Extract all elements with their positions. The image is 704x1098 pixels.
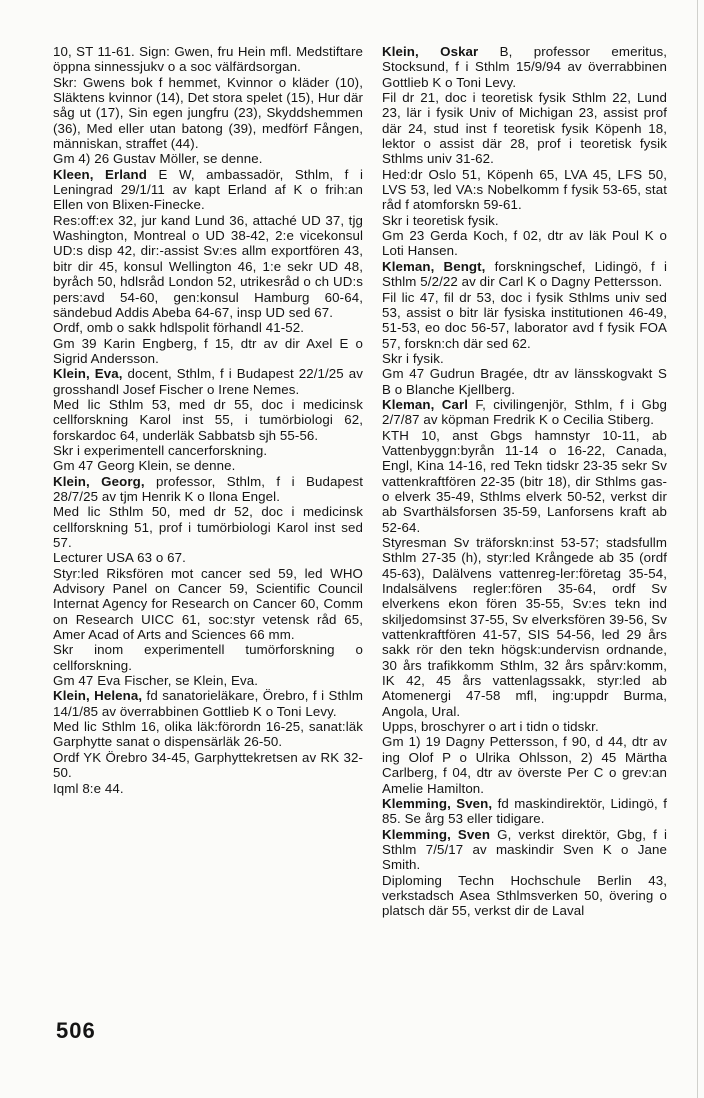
entry-text: Gm 47 Georg Klein, se denne. (53, 458, 236, 474)
entry-text: KTH 10, anst Gbgs hamnstyr 10-11, ab Vattenbyggn:byrån 11-14 o 16-22, Canada, Engl, Kina 14-16, red Tekn tidskr 23-35 sekr Sv vattenkraftfören 22-35 (bitr 18), dir Sthlms gas- o elverk 35-49, Sthlms elverk 50-52, verkst dir ab Svarthälsforsen 35-59, Lanforsens kraft ab 52-64. (382, 427, 667, 535)
entry-heading-paragraph (53, 366, 363, 397)
entry-paragraph (53, 673, 363, 688)
entry-text: Skr i teoretisk fysik. (382, 212, 499, 228)
entry-text: 10, ST 11-61. Sign: Gwen, fru Hein mfl. Medstiftare öppna sinnessjukv o a soc välfärdsorgan. (53, 44, 363, 75)
entry-paragraph (382, 228, 667, 259)
entry-text: G, verkst direktör, Gbg, f i Sthlm 7/5/17 av maskindir Sven K o Jane Smith. (382, 826, 668, 873)
entry-text: Skr i experimentell cancerforskning. (53, 442, 268, 458)
entry-paragraph (382, 366, 667, 397)
entry-paragraph (53, 719, 363, 750)
entry-text: Gm 1) 19 Dagny Pettersson, f 90, d 44, dtr av ing Olof P o Ulrika Ohlsson, 2) 45 Märtha Carlberg, f 04, dtr av överste Per C o grev:an Amelie Hamilton. (382, 734, 667, 796)
entry-text: Skr: Gwens bok f hemmet, Kvinnor o kläder (10), Släktens kvinnor (14), Det stora spelet (15), Hur där såg ut (17), Sin egen jungfru (23), Skyddshemmen (36), Med eller utan batong (39), medförf Fången, människan, straffet (44). (53, 74, 363, 152)
entry-text: F, civilingenjör, Sthlm, f i Gbg 2/7/87 av köpman Fredrik K o Cecilia Stiberg. (382, 396, 667, 428)
entry-text: Gm 47 Gudrun Bragée, dtr av länsskogvakt S B o Blanche Kjellberg. (382, 366, 667, 397)
entry-paragraph (53, 750, 363, 781)
entry-text: B, professor emeritus, Stocksund, f i Sthlm 15/9/94 av överrabbinen Gottlieb K o Toni Levy. (382, 44, 667, 90)
entry-name: Kleman, Bengt, (382, 258, 486, 274)
entry-text: docent, Sthlm, f i Budapest 22/1/25 av grosshandl Josef Fischer o Irene Nemes. (53, 366, 364, 397)
entry-text: Iqml 8:e 44. (53, 780, 124, 796)
entry-paragraph (53, 336, 363, 367)
entry-heading-paragraph (382, 44, 667, 90)
entry-text: Med lic Sthlm 50, med dr 52, doc i medicinsk cellforskning 51, prof i tumörbiologi Karol inst sed 57. (53, 504, 363, 550)
entry-paragraph (382, 90, 667, 167)
entry-paragraph (53, 44, 363, 75)
entry-paragraph (53, 458, 363, 473)
entry-text: Ordf, omb o sakk hdlspolit förhandl 41-52. (53, 320, 305, 336)
entry-paragraph (382, 167, 667, 213)
entry-name: Kleman, Carl (382, 396, 469, 412)
entry-text: Gm 4) 26 Gustav Möller, se denne. (53, 151, 263, 167)
entry-paragraph (382, 428, 667, 535)
entry-paragraph (53, 151, 363, 166)
entry-paragraph (382, 213, 667, 228)
entry-text: fd maskindirektör, Lidingö, f 85. Se årg 53 eller tidigare. (382, 795, 667, 827)
entry-paragraph (382, 719, 667, 734)
entry-text: forskningschef, Lidingö, f i Sthlm 5/2/22 av dir Carl K o Dagny Pettersson. (382, 258, 667, 290)
entry-paragraph (53, 213, 363, 320)
entry-paragraph (382, 351, 667, 366)
entry-paragraph (382, 290, 667, 351)
entry-text: Res:off:ex 32, jur kand Lund 36, attaché UD 37, tjg Washington, Montreal o UD 38-42, 2:e vicekonsul UD:s disp 42, dir:-assist Sv:es allm exportfören 43, bitr dir 45, konsul Wellington 46, 1:e sekr UD 48, byråch 50, hdlsråd London 52, utrikesråd o ch UD:s pers:avd 54-60, gen:konsul Hamburg 60-64, sändebud Addis Abeba 64-67, insp UD sed 67. (53, 212, 363, 320)
entry-text: Gm 23 Gerda Koch, f 02, dtr av läk Poul K o Loti Hansen. (382, 228, 667, 259)
entry-text: Styr:led Riksfören mot cancer sed 59, led WHO Advisory Panel on Cancer 59, Scientific Council Internat Agency for Research on Cancer 60, Comm on Research UICC 61, soc:styr vetensk råd 65, Amer Acad of Arts and Sciences 66 mm. (53, 565, 363, 643)
entry-heading-paragraph (382, 796, 667, 827)
entry-heading-paragraph (53, 688, 363, 719)
entry-heading-paragraph (382, 827, 667, 873)
entry-text: Med lic Sthlm 16, olika läk:förordn 16-25, sanat:läk Garphytte sanat o dispensärläk 26-50. (53, 719, 363, 750)
entry-paragraph (53, 504, 363, 550)
entry-text: Diploming Techn Hochschule Berlin 43, verkstadsch Asea Sthlmsverken 50, övering o platsch där 55, verkst dir de Laval (382, 872, 667, 919)
entry-name: Kleen, Erland (53, 166, 147, 182)
entry-text: Lecturer USA 63 o 67. (53, 550, 186, 566)
page-edge-line (697, 0, 698, 1098)
entry-name: Klemming, Sven (382, 826, 491, 842)
entry-name: Klein, Oskar (382, 44, 479, 59)
entry-paragraph (53, 443, 363, 458)
entry-text: Styresman Sv träforskn:inst 53-57; stadsfullm Sthlm 27-35 (h), styr:led Krångede ab 35 (ordf 45-63), Dalälvens vattenreg-ler:företag 35-54, Indalsälvens regler:fören 35-64, ordf Sv elverkens ekon fören 35-55, Sv:es tekn ind skiljedomsinst 37-55, Sv elverksfören 39-56, Sv vattenkraftfören 41-57, SIS 54-56, led 29 års sakk rör den tekn högsk:undervisn ordnande, 30 års trafikkomm Sthlm, 32 års spårv:komm, IK 42, 45 års vattenlagssakk, styr:led ab Atomenergi 47-58 mfl, ing:uppdr Burma, Angola, Ural. (382, 535, 667, 719)
entry-heading-paragraph (382, 259, 667, 290)
entry-paragraph (53, 397, 363, 443)
entry-text: professor, Sthlm, f i Budapest 28/7/25 av tjm Henrik K o Ilona Engel. (53, 473, 363, 504)
entry-text: Med lic Sthlm 53, med dr 55, doc i medicinsk cellforskning Karol inst 55, i tumörbiologi 62, forskardoc 64, underläk Sabbatsb sjh 55-56. (53, 396, 363, 443)
entry-text: Fil lic 47, fil dr 53, doc i fysik Sthlms univ sed 53, assist o bitr lär fysiska institutionen 46-49, 51-53, eo doc 56-57, laborator avd f fysik FOA 57, forskn:ch där sed 62. (382, 289, 667, 351)
entry-paragraph (382, 535, 667, 719)
entry-paragraph (53, 75, 363, 152)
entry-name: Klein, Eva, (53, 366, 123, 382)
entry-text: E W, ambassadör, Sthlm, f i Leningrad 29/1/11 av kapt Erland af K o frih:an Ellen von Blixen-Finecke. (53, 166, 364, 213)
entry-paragraph (53, 781, 363, 796)
entry-paragraph (53, 642, 363, 673)
left-column (53, 44, 363, 796)
entry-paragraph (53, 550, 363, 565)
entry-text: Gm 39 Karin Engberg, f 15, dtr av dir Axel E o Sigrid Andersson. (53, 335, 363, 366)
entry-text: Ordf YK Örebro 34-45, Garphyttekretsen av RK 32-50. (53, 749, 363, 781)
entry-name: Klein, Georg, (53, 473, 145, 489)
entry-text: Skr inom experimentell tumörforskning o cellforskning. (53, 642, 363, 673)
entry-heading-paragraph (53, 167, 363, 213)
entry-name: Klein, Helena, (53, 688, 143, 704)
entry-paragraph (382, 734, 667, 795)
entry-paragraph (53, 566, 363, 643)
entry-text: fd sanatorieläkare, Örebro, f i Sthlm 14/1/85 av överrabbinen Gottlieb K o Toni Levy. (53, 688, 363, 719)
entry-heading-paragraph (382, 397, 667, 428)
entry-paragraph (382, 873, 667, 919)
entry-name: Klemming, Sven, (382, 795, 493, 811)
entry-heading-paragraph (53, 474, 363, 505)
page-number: 506 (56, 1018, 96, 1043)
entry-paragraph (53, 320, 363, 335)
entry-text: Gm 47 Eva Fischer, se Klein, Eva. (53, 673, 259, 689)
entry-text: Fil dr 21, doc i teoretisk fysik Sthlm 22, Lund 23, lär i fysik Univ of Michigan 23, assist prof där 24, stud inst f teoretisk fysik Köpenh 18, lektor o assist där 28, prof i teoretisk fysik Sthlms univ 31-62. (382, 90, 667, 167)
entry-text: Upps, broschyrer o art i tidn o tidskr. (382, 719, 599, 735)
right-column (382, 44, 667, 919)
entry-text: Skr i fysik. (382, 350, 444, 366)
entry-text: Hed:dr Oslo 51, Köpenh 65, LVA 45, LFS 50, LVS 53, led VA:s Nobelkomm f fysik 53-65, stat råd f atomforskn 59-61. (382, 166, 667, 213)
